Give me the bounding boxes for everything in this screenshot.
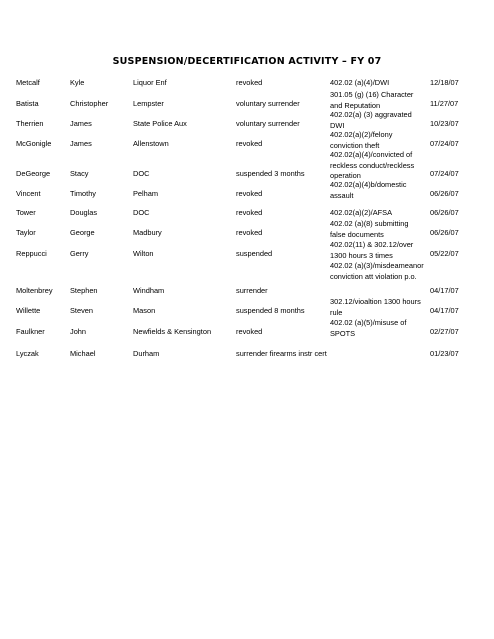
action-date: 07/24/07 bbox=[430, 139, 459, 148]
action-date: 11/27/07 bbox=[430, 99, 459, 108]
department: Windham bbox=[133, 286, 165, 295]
first-name: Kyle bbox=[70, 78, 85, 87]
department: DOC bbox=[133, 208, 150, 217]
action: voluntary surrender bbox=[236, 119, 300, 128]
first-name: Stephen bbox=[70, 286, 98, 295]
department: Durham bbox=[133, 349, 160, 358]
first-name: Michael bbox=[70, 349, 96, 358]
first-name: Timothy bbox=[70, 189, 97, 198]
rule-violation: 402.02(11) & 302.12/over 1300 hours 3 times bbox=[330, 240, 414, 260]
rule-violation: 402.02 (a)(5)/misuse of SPOTS bbox=[330, 318, 407, 338]
action-date: 05/22/07 bbox=[430, 249, 459, 258]
last-name: Batista bbox=[16, 99, 39, 108]
department: Allenstown bbox=[133, 139, 169, 148]
last-name: Therrien bbox=[16, 119, 44, 128]
first-name: James bbox=[70, 139, 92, 148]
first-name: Douglas bbox=[70, 208, 98, 217]
first-name: Gerry bbox=[70, 249, 89, 258]
action: revoked bbox=[236, 139, 263, 148]
department: Mason bbox=[133, 306, 156, 315]
first-name: Stacy bbox=[70, 169, 89, 178]
rule-violation: 402.02(a)(4)/convicted of reckless conduct/reckless operation bbox=[330, 150, 415, 180]
rule-violation: 402.02 (a)(3)/misdeameanor conviction att violation p.o. bbox=[330, 261, 424, 281]
first-name: Christopher bbox=[70, 99, 109, 108]
first-name: Steven bbox=[70, 306, 94, 315]
department: DOC bbox=[133, 169, 150, 178]
last-name: Reppucci bbox=[16, 249, 47, 258]
last-name: DeGeorge bbox=[16, 169, 51, 178]
action: suspended 3 months bbox=[236, 169, 305, 178]
action: revoked bbox=[236, 228, 263, 237]
department: Wilton bbox=[133, 249, 154, 258]
first-name: George bbox=[70, 228, 95, 237]
action: voluntary surrender bbox=[236, 99, 300, 108]
rule-violation: 402.02 (a)(8) submitting false documents bbox=[330, 219, 409, 239]
action-date: 01/23/07 bbox=[430, 349, 459, 358]
rule-violation: 402.02(a)(2)/AFSA bbox=[330, 208, 393, 217]
last-name: Tower bbox=[16, 208, 36, 217]
action-date: 06/26/07 bbox=[430, 228, 459, 237]
last-name: McGonigle bbox=[16, 139, 52, 148]
action-date: 04/17/07 bbox=[430, 306, 459, 315]
rule-violation: 402.02 (a)(4)/DWI bbox=[330, 78, 390, 87]
action-date: 07/24/07 bbox=[430, 169, 459, 178]
last-name: Lyczak bbox=[16, 349, 39, 358]
last-name: Taylor bbox=[16, 228, 36, 237]
action-date: 10/23/07 bbox=[430, 119, 459, 128]
last-name: Faulkner bbox=[16, 327, 45, 336]
action: revoked bbox=[236, 78, 263, 87]
action: revoked bbox=[236, 189, 263, 198]
action: revoked bbox=[236, 327, 263, 336]
rule-violation: 402.02(a)(2)/felony conviction theft bbox=[330, 130, 393, 150]
department: Lempster bbox=[133, 99, 164, 108]
page-title: SUSPENSION/DECERTIFICATION ACTIVITY – FY 07 bbox=[112, 56, 382, 67]
action-date: 12/18/07 bbox=[430, 78, 459, 87]
action-date: 06/26/07 bbox=[430, 189, 459, 198]
action-date: 02/27/07 bbox=[430, 327, 459, 336]
action-date: 04/17/07 bbox=[430, 286, 459, 295]
action: revoked bbox=[236, 208, 263, 217]
department: Madbury bbox=[133, 228, 162, 237]
action: suspended bbox=[236, 249, 273, 258]
action: suspended 8 months bbox=[236, 306, 305, 315]
action: surrender firearms instr cert bbox=[236, 349, 327, 358]
first-name: John bbox=[70, 327, 87, 336]
last-name: Moltenbrey bbox=[16, 286, 53, 295]
department: State Police Aux bbox=[133, 119, 187, 128]
rule-violation: 301.05 (g) (16) Character and Reputation bbox=[330, 90, 414, 110]
action-date: 06/26/07 bbox=[430, 208, 459, 217]
rule-violation: 302.12/vioaltion 1300 hours rule bbox=[330, 297, 421, 317]
action: surrender bbox=[236, 286, 268, 295]
department: Newfields & Kensington bbox=[133, 327, 212, 336]
first-name: James bbox=[70, 119, 92, 128]
department: Liquor Enf bbox=[133, 78, 167, 87]
last-name: Metcalf bbox=[16, 78, 40, 87]
rule-violation: 402.02(a) (3) aggravated DWI bbox=[330, 110, 412, 130]
department: Pelham bbox=[133, 189, 159, 198]
rule-violation: 402.02(a)(4)b/domestic assault bbox=[330, 180, 407, 200]
last-name: Willette bbox=[16, 306, 41, 315]
last-name: Vincent bbox=[16, 189, 41, 198]
